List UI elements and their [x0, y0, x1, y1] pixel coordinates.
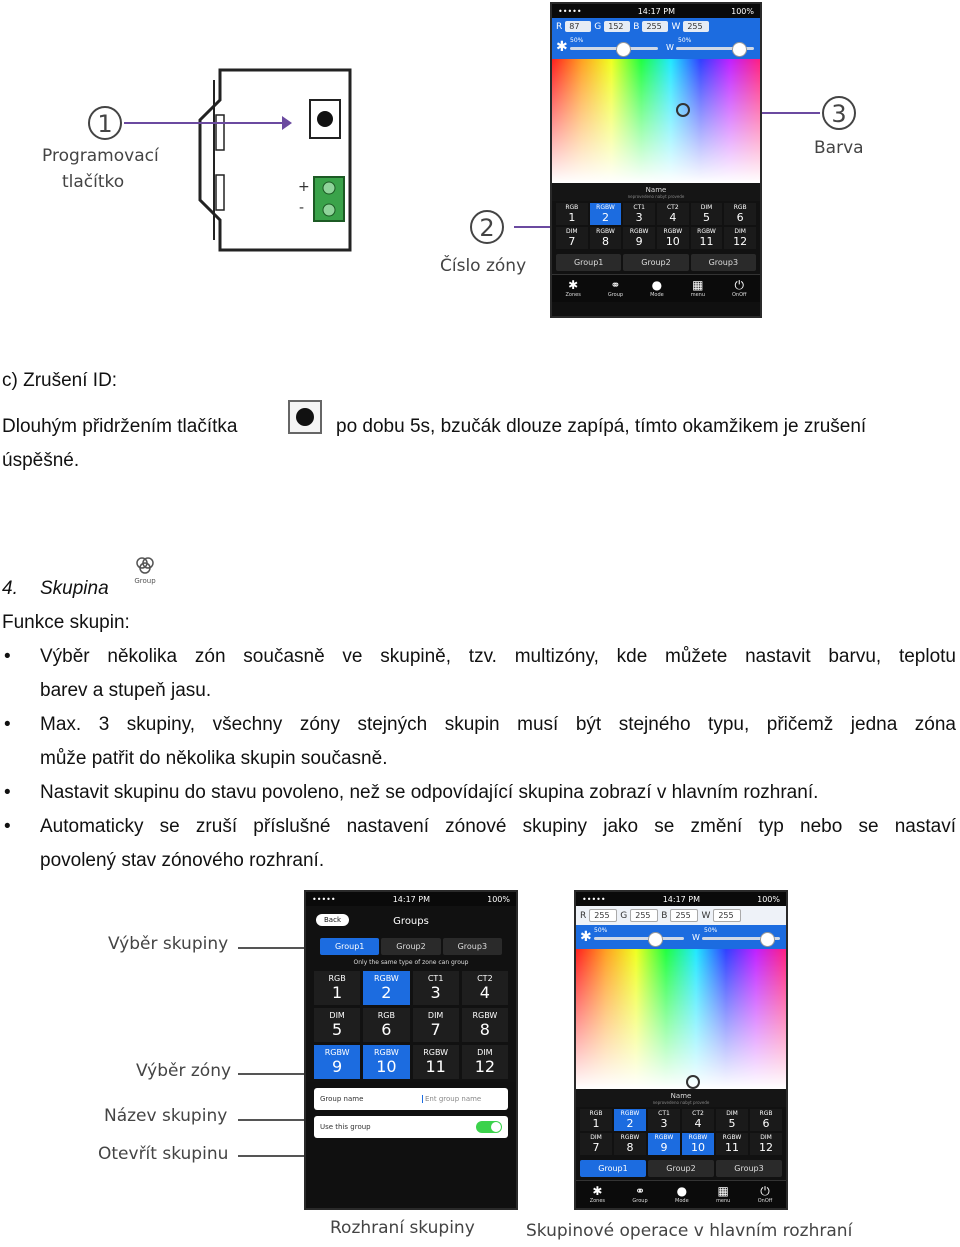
zone-type: RGB — [589, 1110, 603, 1117]
zone-number: 2 — [381, 983, 392, 1002]
callout-3-number: 3 — [822, 96, 856, 130]
tab-mode[interactable] — [650, 279, 664, 298]
w-slider-label: W — [666, 43, 674, 52]
zone-type: RGBW — [596, 228, 615, 235]
color-selector-handle-3[interactable] — [686, 1075, 700, 1089]
r-value-field[interactable]: 87 — [565, 21, 591, 32]
zone-number: 10 — [376, 1057, 397, 1076]
groups-header — [306, 906, 516, 936]
brightness-slider-3[interactable] — [594, 937, 684, 940]
signal-indicator-3: ••••• — [582, 894, 606, 904]
status-time-3: 14:17 PM — [662, 894, 701, 904]
zone-button-12[interactable] — [462, 1045, 508, 1079]
zone-number: 3 — [430, 983, 441, 1002]
controller-device-drawing — [180, 60, 360, 260]
group-tab-2[interactable]: Group2 — [381, 938, 440, 955]
group-name-input[interactable]: Ent group name — [422, 1095, 481, 1103]
zone-button-2[interactable] — [590, 203, 622, 225]
tab-label: Mode — [650, 292, 664, 298]
zone-number: 2 — [626, 1117, 634, 1130]
zone-button-11[interactable] — [413, 1045, 459, 1079]
tab-label: OnOff — [757, 1198, 773, 1204]
tab-onoff[interactable] — [758, 1185, 773, 1204]
zone-type: DIM — [700, 204, 713, 211]
zone-number: 10 — [665, 235, 680, 248]
bullet-dot: • — [4, 816, 11, 837]
zone-type: DIM — [590, 1134, 602, 1141]
zone-button-8[interactable] — [462, 1008, 508, 1042]
zone-number: 6 — [762, 1117, 770, 1130]
section-4-num: 4. — [2, 578, 18, 599]
zone-name-bar-3 — [576, 1089, 786, 1107]
group-tab-1[interactable]: Group1 — [580, 1160, 646, 1177]
zone-button-1[interactable] — [314, 971, 360, 1005]
callout-2-label: Číslo zóny — [440, 256, 527, 276]
g-value-field[interactable]: 152 — [604, 21, 630, 32]
bullet-dot: • — [4, 714, 11, 735]
status-bar — [552, 4, 760, 18]
section-c-line2: úspěšné. — [2, 450, 80, 471]
b-label-3: B — [661, 910, 668, 921]
zone-button-3[interactable] — [648, 1109, 680, 1131]
zone-button-7[interactable] — [413, 1008, 459, 1042]
program-button-icon — [288, 400, 322, 434]
group-name-field[interactable] — [314, 1088, 508, 1110]
group-icon-label: Group — [134, 577, 156, 585]
group-tab-3[interactable]: Group3 — [716, 1160, 782, 1177]
zone-type: RGBW — [596, 204, 615, 211]
label-open-group: Otevřít skupinu — [98, 1144, 229, 1164]
zone-number: 12 — [759, 1141, 773, 1154]
zone-number: 6 — [381, 1020, 392, 1039]
zone-number: 5 — [728, 1117, 736, 1130]
bullet-text: Automaticky se zruší příslušné nastavení zónové skupiny jako se změní typ nebo se nastaví — [40, 816, 956, 837]
zone-number: 11 — [725, 1141, 739, 1154]
zone-number: 10 — [691, 1141, 705, 1154]
tab-label: Zones — [565, 292, 581, 298]
use-group-row — [314, 1116, 508, 1138]
bottom-tab-bar — [552, 274, 760, 302]
brightness-slider[interactable] — [570, 47, 658, 50]
zone-number: 9 — [635, 235, 643, 248]
zone-button-6[interactable] — [363, 1008, 409, 1042]
power-icon: ⏻ — [734, 278, 744, 292]
zone-button-10[interactable] — [682, 1133, 714, 1155]
zone-button-5[interactable] — [691, 203, 723, 225]
zone-button-5[interactable] — [716, 1109, 748, 1131]
zone-number: 4 — [669, 211, 677, 224]
zone-type: DIM — [760, 1134, 772, 1141]
zone-type: DIM — [427, 1011, 444, 1020]
group-tab-2[interactable]: Group2 — [623, 254, 688, 271]
group-zone-grid — [306, 968, 516, 1082]
zone-type: RGB — [733, 204, 747, 211]
zone-number: 7 — [430, 1020, 441, 1039]
zone-type: DIM — [726, 1110, 738, 1117]
zone-button-7[interactable] — [580, 1133, 612, 1155]
menu-icon: ▦ — [692, 278, 704, 292]
bullet-text: Max. 3 skupiny, všechny zóny stejných skupin musí být stejného typu, přičemž jedna zóna — [40, 714, 956, 735]
zone-type: DIM — [734, 228, 746, 235]
tab-onoff[interactable] — [732, 279, 747, 298]
callout-2-number: 2 — [470, 210, 504, 244]
tab-mode[interactable] — [675, 1185, 689, 1204]
w-value-field[interactable]: 255 — [683, 21, 709, 32]
callout-1-line — [124, 122, 288, 124]
section-4-intro: Funkce skupin: — [2, 612, 130, 633]
zone-type: RGB — [328, 974, 346, 983]
zone-number: 9 — [660, 1141, 668, 1154]
brightness-slider-bar-3 — [576, 925, 786, 949]
plus-mark: + — [298, 179, 310, 195]
zone-grid-3 — [576, 1107, 786, 1157]
phone-ops-screen — [574, 890, 788, 1210]
signal-indicator-2: ••••• — [312, 894, 336, 904]
zones-icon: ✱ — [568, 278, 579, 292]
zone-button-7[interactable] — [556, 227, 588, 249]
zone-button-9[interactable] — [314, 1045, 360, 1079]
bullet-text: Nastavit skupinu do stavu povoleno, než se odpovídající skupina zobrazí v hlavním rozhraní. — [40, 782, 819, 803]
brightness-pct-3: 50% — [594, 927, 608, 934]
use-group-toggle[interactable] — [476, 1121, 502, 1133]
zone-number: 6 — [736, 211, 744, 224]
b-value-field[interactable]: 255 — [642, 21, 668, 32]
zone-type: RGBW — [423, 1048, 449, 1057]
tab-label: menu — [716, 1198, 731, 1204]
w-label: W — [671, 21, 681, 32]
w-value-field-3[interactable]: 255 — [713, 909, 741, 922]
tab-label: Group — [607, 292, 624, 298]
zone-number: 5 — [332, 1020, 343, 1039]
phone-group-screen — [304, 890, 518, 1210]
group-tab-2[interactable]: Group2 — [648, 1160, 714, 1177]
brightness-icon: ✱ — [556, 39, 568, 55]
menu-icon: ▦ — [717, 1184, 729, 1198]
tab-label: OnOff — [732, 292, 747, 298]
callout-1-number: 1 — [88, 106, 122, 140]
rgbw-values-bar-3 — [576, 906, 786, 925]
zone-number: 3 — [660, 1117, 668, 1130]
callout-3-label: Barva — [814, 138, 864, 158]
zone-type: RGBW — [722, 1134, 742, 1141]
tab-zones[interactable] — [566, 279, 581, 298]
zone-name-sub-3: neprovedeno nabyt provede — [652, 1100, 710, 1105]
zone-button-11[interactable] — [691, 227, 723, 249]
zone-button-6[interactable] — [750, 1109, 782, 1131]
zone-button-4[interactable] — [462, 971, 508, 1005]
group-icon: ⚭ — [610, 278, 621, 292]
status-bar-3 — [576, 892, 786, 906]
phone-main-screen — [550, 2, 762, 318]
bottom-tab-bar-3 — [576, 1180, 786, 1208]
b-label: B — [633, 21, 640, 32]
battery-indicator: 100% — [731, 6, 754, 16]
zone-number: 8 — [626, 1141, 634, 1154]
zone-number: 5 — [702, 211, 710, 224]
zone-type: CT2 — [666, 204, 679, 211]
g-label: G — [594, 21, 602, 32]
callout-1-arrow-icon — [282, 116, 292, 130]
zone-type: RGBW — [620, 1110, 640, 1117]
group-select-tabs — [306, 936, 516, 957]
group-name-label: Group name — [320, 1095, 364, 1103]
zone-number: 8 — [479, 1020, 490, 1039]
section-4-heading: Skupina — [40, 578, 109, 599]
bullet-text: Výběr několika zón současně ve skupině, tzv. multizóny, kde můžete nastavit barvu, teplotu — [40, 646, 956, 667]
group-tab-1[interactable]: Group1 — [556, 254, 621, 271]
group-hint: Only the same type of zone can group — [306, 957, 516, 968]
zone-button-12[interactable] — [750, 1133, 782, 1155]
zone-button-9[interactable] — [648, 1133, 680, 1155]
signal-indicator: ••••• — [558, 6, 582, 16]
tab-menu[interactable] — [691, 279, 705, 298]
group-tab-3[interactable]: Group3 — [443, 938, 502, 955]
zone-number: 2 — [601, 211, 609, 224]
rgbw-values-bar — [552, 18, 760, 35]
zone-button-4[interactable] — [682, 1109, 714, 1131]
group-tabs-3 — [576, 1157, 786, 1180]
zone-button-1[interactable] — [580, 1109, 612, 1131]
zone-name-title: Name — [645, 186, 667, 194]
zone-type: RGBW — [663, 228, 683, 235]
zone-button-11[interactable] — [716, 1133, 748, 1155]
zone-type: RGB — [759, 1110, 773, 1117]
zone-type: RGBW — [688, 1134, 708, 1141]
bullet-text: může patřit do několika skupin současně. — [40, 748, 388, 769]
zone-type: CT1 — [658, 1110, 670, 1117]
bullet-text: povolený stav zónového rozhraní. — [40, 850, 325, 871]
brightness-knob[interactable] — [616, 42, 631, 57]
zone-type: RGBW — [373, 1048, 399, 1057]
tab-label: Group — [632, 1198, 648, 1204]
zone-name-title-3: Name — [670, 1092, 692, 1100]
tab-label: menu — [690, 292, 705, 298]
mode-icon: ● — [651, 278, 663, 292]
tab-label: Mode — [675, 1198, 689, 1204]
tab-group[interactable] — [608, 279, 623, 298]
zone-grid — [552, 201, 760, 251]
back-button[interactable]: Back — [316, 914, 349, 926]
zone-button-12[interactable] — [724, 227, 756, 249]
minus-mark: - — [299, 200, 305, 216]
zones-icon: ✱ — [592, 1184, 603, 1198]
zone-number: 1 — [332, 983, 343, 1002]
brightness-icon-3: ✱ — [580, 929, 592, 945]
section-c-line1-after: po dobu 5s, bzučák dlouze zapípá, tímto okamžikem je zrušení — [336, 416, 867, 437]
zone-button-4[interactable] — [657, 203, 689, 225]
tab-menu[interactable] — [716, 1185, 730, 1204]
section-c-heading: c) Zrušení ID: — [2, 370, 118, 391]
zone-number: 11 — [699, 235, 714, 248]
zone-button-3[interactable] — [413, 971, 459, 1005]
zone-number: 9 — [332, 1057, 343, 1076]
group-icon: ⚭ — [635, 1184, 646, 1198]
zone-number: 11 — [425, 1057, 446, 1076]
zone-button-2[interactable] — [363, 971, 409, 1005]
zone-button-9[interactable] — [623, 227, 655, 249]
brightness-slider-bar — [552, 35, 760, 59]
group-tabs — [552, 251, 760, 274]
zone-type: DIM — [329, 1011, 345, 1020]
mode-icon: ● — [676, 1184, 688, 1198]
group-tab-1[interactable]: Group1 — [320, 938, 379, 955]
white-knob-3[interactable] — [760, 932, 775, 947]
zone-button-5[interactable] — [314, 1008, 360, 1042]
color-picker[interactable] — [552, 59, 760, 183]
zone-name-bar — [552, 183, 760, 201]
zone-button-6[interactable] — [724, 203, 756, 225]
w-slider-label-3: W — [692, 933, 700, 942]
zone-button-3[interactable] — [623, 203, 655, 225]
battery-indicator-3: 100% — [757, 894, 780, 904]
tab-label: Zones — [589, 1198, 606, 1204]
zone-type: RGBW — [373, 974, 399, 983]
zone-button-8[interactable] — [590, 227, 622, 249]
zone-button-1[interactable] — [556, 203, 588, 225]
zone-type: RGBW — [472, 1011, 498, 1020]
tab-group[interactable] — [632, 1185, 647, 1204]
zone-button-2[interactable] — [614, 1109, 646, 1131]
zone-number: 4 — [694, 1117, 702, 1130]
zone-number: 3 — [635, 211, 643, 224]
label-select-group: Výběr skupiny — [108, 934, 229, 954]
zone-number: 1 — [592, 1117, 600, 1130]
caption-right: Skupinové operace v hlavním rozhraní — [526, 1221, 853, 1241]
zone-number: 7 — [568, 235, 576, 248]
caption-left: Rozhraní skupiny — [330, 1218, 475, 1238]
group-icon — [134, 556, 156, 585]
zone-type: RGBW — [654, 1134, 674, 1141]
groups-title: Groups — [393, 915, 429, 927]
zone-name-sub: neprovedeno nabyt provede — [627, 194, 685, 199]
bullet-text: barev a stupeň jasu. — [40, 680, 212, 701]
brightness-pct: 50% — [570, 37, 584, 44]
zone-type: DIM — [477, 1048, 493, 1057]
zone-number: 7 — [592, 1141, 600, 1154]
callout-1-label-line2: tlačítko — [62, 172, 125, 192]
zone-type: RGB — [565, 204, 579, 211]
section-c-line1-before: Dlouhým přidržením tlačítka — [2, 416, 238, 437]
zone-button-10[interactable] — [363, 1045, 409, 1079]
zone-button-8[interactable] — [614, 1133, 646, 1155]
g-label-3: G — [620, 910, 628, 921]
status-time-2: 14:17 PM — [392, 894, 431, 904]
zone-type: RGBW — [697, 228, 716, 235]
r-label-3: R — [580, 910, 587, 921]
r-value-field-3[interactable]: 255 — [589, 909, 617, 922]
use-group-label: Use this group — [320, 1123, 371, 1131]
zone-button-10[interactable] — [657, 227, 689, 249]
w-pct-3: 50% — [704, 927, 718, 934]
zone-number: 4 — [479, 983, 490, 1002]
b-value-field-3[interactable]: 255 — [670, 909, 698, 922]
callout-1-label-line1: Programovací — [42, 146, 159, 166]
group-tab-3[interactable]: Group3 — [691, 254, 756, 271]
w-pct: 50% — [678, 37, 692, 44]
r-label: R — [556, 21, 563, 32]
battery-indicator-2: 100% — [487, 894, 510, 904]
zone-type: RGBW — [629, 228, 649, 235]
brightness-knob-3[interactable] — [648, 932, 663, 947]
zone-type: RGBW — [620, 1134, 640, 1141]
g-value-field-3[interactable]: 255 — [630, 909, 658, 922]
label-select-zone: Výběr zóny — [136, 1061, 232, 1081]
zone-number: 8 — [601, 235, 609, 248]
zone-type: RGB — [377, 1011, 395, 1020]
zone-number: 12 — [474, 1057, 496, 1076]
color-selector-handle[interactable] — [676, 103, 690, 117]
zone-number: 12 — [733, 235, 748, 248]
zone-number: 1 — [568, 211, 576, 224]
white-knob[interactable] — [732, 42, 747, 57]
zone-type: RGBW — [324, 1048, 350, 1057]
power-icon: ⏻ — [760, 1184, 770, 1198]
status-bar-2 — [306, 892, 516, 906]
w-label-3: W — [701, 910, 711, 921]
tab-zones[interactable] — [590, 1185, 605, 1204]
label-group-name: Název skupiny — [104, 1106, 228, 1126]
zone-type: CT1 — [427, 974, 444, 983]
status-time: 14:17 PM — [637, 6, 676, 16]
zone-type: DIM — [566, 228, 578, 235]
bullet-dot: • — [4, 646, 11, 667]
zone-type: CT1 — [633, 204, 645, 211]
zone-type: CT2 — [692, 1110, 704, 1117]
bullet-dot: • — [4, 782, 11, 803]
color-picker-3[interactable] — [576, 949, 786, 1089]
zone-type: CT2 — [477, 974, 493, 983]
